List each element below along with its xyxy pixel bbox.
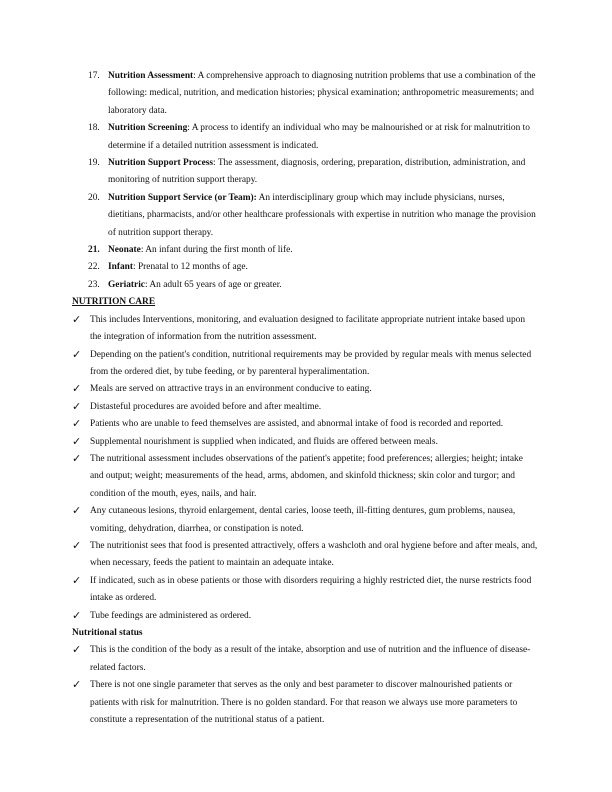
item-text: There is not one single parameter that serves as the only and best parameter to discover malnourished patients or patients with risk for malnutrition. There is no golden standard. For that reason we always use more parameters to constitute a representation of the nutritional status of a patient. bbox=[90, 680, 518, 726]
definition-item bbox=[72, 155, 542, 190]
definition-item bbox=[72, 277, 542, 294]
separator: : bbox=[133, 262, 136, 273]
checkmark-icon: ✓ bbox=[72, 434, 82, 448]
separator: : bbox=[140, 245, 144, 256]
separator: : bbox=[187, 123, 190, 134]
nutrition-care-list bbox=[72, 312, 542, 625]
item-number: 20. bbox=[88, 192, 100, 203]
checkmark-icon: ✓ bbox=[72, 451, 82, 465]
item-text: The nutritional assessment includes observations of the patient's appetite; food preferences; allergies; height; intake and output; weight; measurements of the head, arms, abdomen, and skinfold thickness; skin color and turgor; and condition of the mouth, eyes, nails, and hair. bbox=[90, 453, 523, 499]
definition-text: A process to identify an individual who may be malnourished or at risk for malnutrition to determine if a detailed nutrition assessment is indicated. bbox=[108, 123, 530, 151]
definition-item bbox=[72, 259, 542, 276]
list-item bbox=[72, 451, 542, 503]
checkmark-icon: ✓ bbox=[72, 678, 82, 692]
item-text: This includes Interventions, monitoring, and evaluation designed to facilitate appropriate nutrient intake based upon the integration of information from the nutrition assessment. bbox=[90, 314, 526, 343]
term: Nutrition Support Service (or Team): bbox=[108, 192, 257, 203]
item-text: Distasteful procedures are avoided before and after mealtime. bbox=[90, 401, 322, 412]
item-number: 23. bbox=[88, 279, 100, 290]
checkmark-icon: ✓ bbox=[72, 347, 82, 361]
checkmark-icon: ✓ bbox=[72, 608, 82, 622]
item-number: 21. bbox=[88, 245, 100, 256]
term: Nutrition Support Process bbox=[108, 158, 214, 169]
list-item bbox=[72, 347, 542, 382]
definition-text: Prenatal to 12 months of age. bbox=[135, 262, 248, 273]
checkmark-icon: ✓ bbox=[72, 417, 82, 431]
list-item bbox=[72, 434, 542, 451]
list-item bbox=[72, 503, 542, 538]
definition-text: An infant during the first month of life. bbox=[143, 245, 293, 256]
separator: : bbox=[193, 71, 196, 81]
definition-item bbox=[72, 242, 542, 259]
item-text: If indicated, such as in obese patients or those with disorders requiring a highly restricted diet, the nurse restricts food intake as ordered. bbox=[90, 575, 532, 604]
item-text: This is the condition of the body as a result of the intake, absorption and use of nutrition and the influence of disease-related factors. bbox=[90, 645, 531, 673]
term: Infant bbox=[108, 262, 134, 273]
list-item bbox=[72, 538, 542, 573]
item-number: 18. bbox=[88, 123, 100, 134]
definition-text: The assessment, diagnosis, ordering, preparation, distribution, administration, and monitoring of nutrition support therapy. bbox=[108, 158, 526, 186]
list-item bbox=[72, 677, 542, 729]
checkmark-icon: ✓ bbox=[72, 399, 82, 413]
item-text: Depending on the patient's condition, nutritional requirements may be provided by regular meals with menus selected from the ordered diet, by tube feeding, or by parenteral hyperalimentation. bbox=[90, 349, 532, 377]
item-text: Patients who are unable to feed themselves are assisted, and abnormal intake of food is recorded and reported. bbox=[90, 419, 504, 430]
term: Nutrition Screening bbox=[108, 123, 188, 134]
list-item bbox=[72, 312, 542, 347]
separator: : bbox=[144, 279, 148, 290]
definition-text: A comprehensive approach to diagnosing nutrition problems that use a combination of the following: medical, nutrition, and medication histories; physical examination; anthropometric measurements; and laboratory data. bbox=[108, 71, 536, 116]
nutritional-status-list bbox=[72, 642, 542, 729]
checkmark-icon: ✓ bbox=[72, 573, 82, 587]
item-number: 22. bbox=[88, 262, 100, 273]
term: Neonate bbox=[108, 245, 141, 256]
list-item bbox=[72, 642, 542, 677]
item-text: Meals are served on attractive trays in an environment conducive to eating. bbox=[90, 384, 372, 395]
definition-text: An interdisciplinary group which may include physicians, nurses, dietitians, pharmacists, and/or other healthcare professionals with expertise in nutrition who manage the provision of nutrition support therapy. bbox=[108, 192, 536, 238]
checkmark-icon: ✓ bbox=[72, 643, 82, 657]
term: Nutrition Assessment bbox=[108, 71, 194, 81]
list-item bbox=[72, 399, 542, 416]
term: Geriatric bbox=[108, 279, 145, 290]
item-text: The nutritionist sees that food is presented attractively, offers a washcloth and oral hygiene before and after meals, and, when necessary, feeds the patient to maintain an adequate intake. bbox=[90, 540, 538, 569]
definition-text: An adult 65 years of age or greater. bbox=[147, 279, 282, 290]
nutrition-care-heading: NUTRITION CARE bbox=[72, 297, 156, 308]
item-number: 17. bbox=[88, 71, 100, 81]
definition-item bbox=[72, 190, 542, 242]
item-text: Supplemental nourishment is supplied when indicated, and fluids are offered between meals. bbox=[90, 436, 438, 447]
checkmark-icon: ✓ bbox=[72, 504, 82, 518]
list-item bbox=[72, 608, 542, 625]
item-text: Any cutaneous lesions, thyroid enlargement, dental caries, loose teeth, ill-fitting dentures, gum problems, nausea, vomiting, dehydration, diarrhea, or constipation is noted. bbox=[90, 506, 516, 534]
checkmark-icon: ✓ bbox=[72, 312, 82, 326]
checkmark-icon: ✓ bbox=[72, 538, 82, 552]
definitions-list bbox=[72, 68, 542, 294]
list-item bbox=[72, 573, 542, 608]
definition-item bbox=[72, 68, 542, 120]
item-text: Tube feedings are administered as ordered. bbox=[90, 610, 252, 621]
nutritional-status-heading: Nutritional status bbox=[72, 628, 143, 638]
list-item bbox=[72, 381, 542, 398]
list-item bbox=[72, 416, 542, 433]
separator: : bbox=[213, 158, 216, 169]
item-number: 19. bbox=[88, 158, 100, 169]
checkmark-icon: ✓ bbox=[72, 382, 82, 396]
definition-item bbox=[72, 120, 542, 155]
document-page bbox=[72, 68, 542, 729]
